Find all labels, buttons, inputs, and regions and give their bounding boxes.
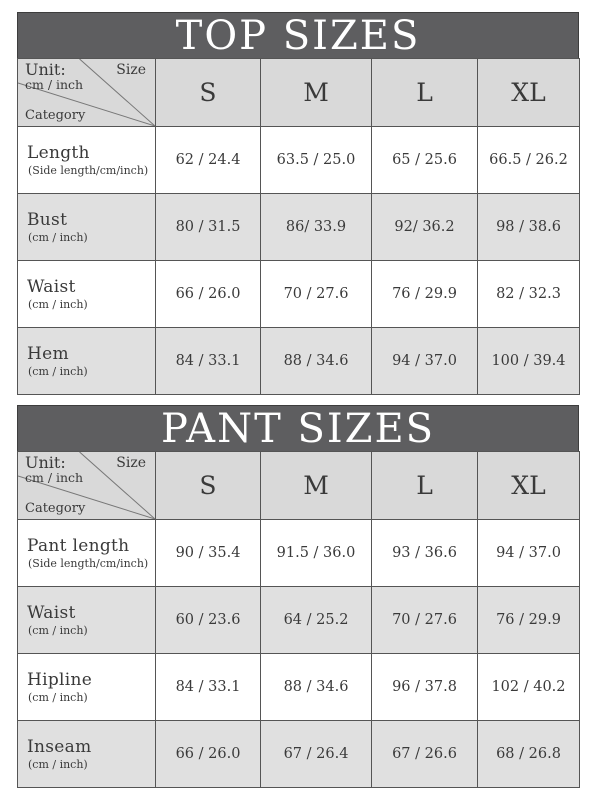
category-cell (18, 520, 156, 587)
pant-sizes-title: PANT SIZES (17, 405, 579, 451)
value-cell: 96 / 37.8 (372, 654, 478, 721)
category-name: Length (27, 143, 90, 163)
value-cell: 100 / 39.4 (478, 328, 580, 395)
pant-header-row (18, 452, 580, 520)
value-cell: 67 / 26.6 (372, 721, 478, 788)
value-cell: 65 / 25.6 (372, 127, 478, 194)
pant-size-table (17, 451, 580, 788)
category-unit: (cm / inch) (28, 691, 88, 704)
category-cell (18, 328, 156, 395)
category-name: Hipline (27, 670, 93, 690)
category-cell (18, 654, 156, 721)
category-name: Bust (27, 210, 68, 230)
category-name: Waist (27, 603, 76, 623)
table-row (18, 194, 580, 261)
unit-value: cm / inch (25, 470, 84, 485)
value-cell: 67 / 26.4 (261, 721, 372, 788)
category-cell (18, 261, 156, 328)
category-unit: (cm / inch) (28, 624, 88, 637)
value-cell: 84 / 33.1 (156, 328, 261, 395)
value-cell: 63.5 / 25.0 (261, 127, 372, 194)
category-name: Waist (27, 277, 76, 297)
value-cell: 88 / 34.6 (261, 328, 372, 395)
value-cell: 60 / 23.6 (156, 587, 261, 654)
value-cell: 62 / 24.4 (156, 127, 261, 194)
size-label: Size (116, 455, 146, 471)
value-cell: 94 / 37.0 (372, 328, 478, 395)
value-cell: 66 / 26.0 (156, 721, 261, 788)
size-header-l: L (372, 452, 478, 520)
category-unit: (cm / inch) (28, 298, 88, 311)
value-cell: 98 / 38.6 (478, 194, 580, 261)
table-row (18, 654, 580, 721)
size-header-m: M (261, 59, 372, 127)
value-cell: 80 / 31.5 (156, 194, 261, 261)
top-corner-cell (18, 59, 156, 127)
size-label: Size (116, 62, 146, 78)
value-cell: 66 / 26.0 (156, 261, 261, 328)
category-unit: (cm / inch) (28, 231, 88, 244)
category-unit: (cm / inch) (28, 365, 88, 378)
table-row (18, 587, 580, 654)
value-cell: 92/ 36.2 (372, 194, 478, 261)
category-label: Category (25, 501, 86, 516)
category-name: Inseam (27, 737, 92, 757)
category-unit: (cm / inch) (28, 758, 88, 771)
value-cell: 76 / 29.9 (372, 261, 478, 328)
value-cell: 84 / 33.1 (156, 654, 261, 721)
unit-label: Unit: (25, 60, 66, 79)
value-cell: 64 / 25.2 (261, 587, 372, 654)
category-cell (18, 587, 156, 654)
value-cell: 86/ 33.9 (261, 194, 372, 261)
table-row (18, 261, 580, 328)
category-cell (18, 721, 156, 788)
value-cell: 94 / 37.0 (478, 520, 580, 587)
value-cell: 68 / 26.8 (478, 721, 580, 788)
size-header-s: S (156, 59, 261, 127)
top-sizes-title: TOP SIZES (17, 12, 579, 58)
table-row (18, 127, 580, 194)
category-label: Category (25, 108, 86, 123)
size-header-s: S (156, 452, 261, 520)
category-unit: (Side length/cm/inch) (28, 164, 149, 177)
pant-corner-cell (18, 452, 156, 520)
top-size-chart (17, 12, 579, 395)
size-header-l: L (372, 59, 478, 127)
top-size-table (17, 58, 580, 395)
value-cell: 70 / 27.6 (261, 261, 372, 328)
table-row (18, 520, 580, 587)
size-header-m: M (261, 452, 372, 520)
pant-size-chart (17, 405, 579, 788)
unit-label: Unit: (25, 453, 66, 472)
value-cell: 91.5 / 36.0 (261, 520, 372, 587)
unit-value: cm / inch (25, 77, 84, 92)
category-unit: (Side length/cm/inch) (28, 557, 149, 570)
value-cell: 76 / 29.9 (478, 587, 580, 654)
top-header-row (18, 59, 580, 127)
value-cell: 82 / 32.3 (478, 261, 580, 328)
size-header-xl: XL (478, 452, 580, 520)
size-header-xl: XL (478, 59, 580, 127)
category-cell (18, 127, 156, 194)
table-row (18, 328, 580, 395)
value-cell: 66.5 / 26.2 (478, 127, 580, 194)
table-row (18, 721, 580, 788)
category-name: Hem (27, 344, 69, 364)
category-cell (18, 194, 156, 261)
value-cell: 90 / 35.4 (156, 520, 261, 587)
value-cell: 88 / 34.6 (261, 654, 372, 721)
category-name: Pant length (27, 536, 130, 556)
value-cell: 70 / 27.6 (372, 587, 478, 654)
value-cell: 93 / 36.6 (372, 520, 478, 587)
value-cell: 102 / 40.2 (478, 654, 580, 721)
